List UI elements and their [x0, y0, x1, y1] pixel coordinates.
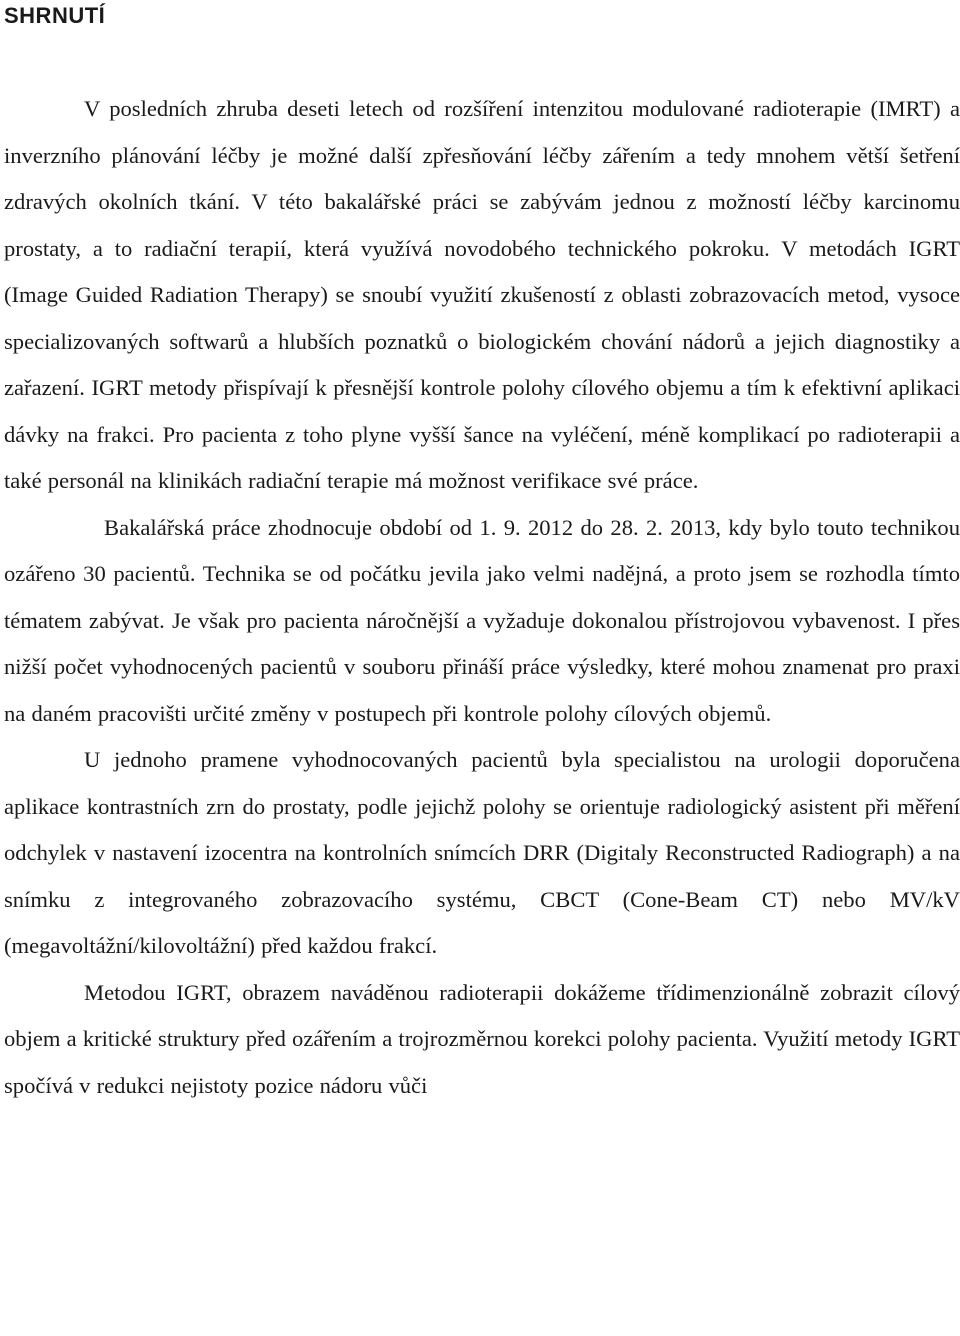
paragraph-period: Bakalářská práce zhodnocuje období od 1. 9. 2012 do 28. 2. 2013, kdy bylo touto technikou ozářeno 30 pacientů. Technika se od počátku jevila jako velmi nadějná, a proto jsem se rozhodla tímto tématem zabývat. Je však pro pacienta náročnější a vyžaduje dokonalou přístrojovou vybavenost. I přes nižší počet vyhodnocených pacientů v souboru přináší práce výsledky, které mohou znamenat pro praxi na daném pracovišti určité změny v postupech při kontrole polohy cílových objemů. — [4, 514, 960, 726]
section-heading: SHRNUTÍ — [4, 3, 106, 28]
paragraph-intro: V posledních zhruba deseti letech od rozšíření intenzitou modulované radioterapie (IMRT) a inverzního plánování léčby je možné další zpřesňování léčby zářením a tedy mnohem větší šetření zdravých okolních tkání. V této bakalářské práci se zabývám jednou z možností léčby karcinomu prostaty, a to radiační terapií, která využívá novodobého technického pokroku. V metodách IGRT (Image Guided Radiation Therapy) se snoubí využití zkušeností z oblasti zobrazovacích metod, vysoce specializovaných softwarů a hlubších poznatků o biologickém chování nádorů a jejich diagnostiky a zařazení. IGRT metody přispívají k přesnější kontrole polohy cílového objemu a tím k efektivní aplikaci dávky na frakci. Pro pacienta z toho plyne vyšší šance na vyléčení, méně komplikací po radioterapii a také personál na klinikách radiační terapie má možnost verifikace své práce. — [4, 96, 960, 493]
paragraph-igrt-method: Metodou IGRT, obrazem naváděnou radioterapii dokážeme třídimenzionálně zobrazit cílový objem a kritické struktury před ozářením a trojrozměrnou korekci polohy pacienta. Využití metody IGRT spočívá v redukci nejistoty pozice nádoru vůči — [4, 979, 960, 1098]
paragraph-contrast: U jednoho pramene vyhodnocovaných pacientů byla specialistou na urologii doporučena aplikace kontrastních zrn do prostaty, podle jejichž polohy se orientuje radiologický asistent při měření odchylek v nastavení izocentra na kontrolních snímcích DRR (Digitaly Reconstructed Radiograph) a na snímku z integrovaného zobrazovacího systému, CBCT (Cone-Beam CT) nebo MV/kV (megavoltážní/kilovoltážní) před každou frakcí. — [4, 747, 960, 958]
summary-body — [4, 86, 960, 1109]
